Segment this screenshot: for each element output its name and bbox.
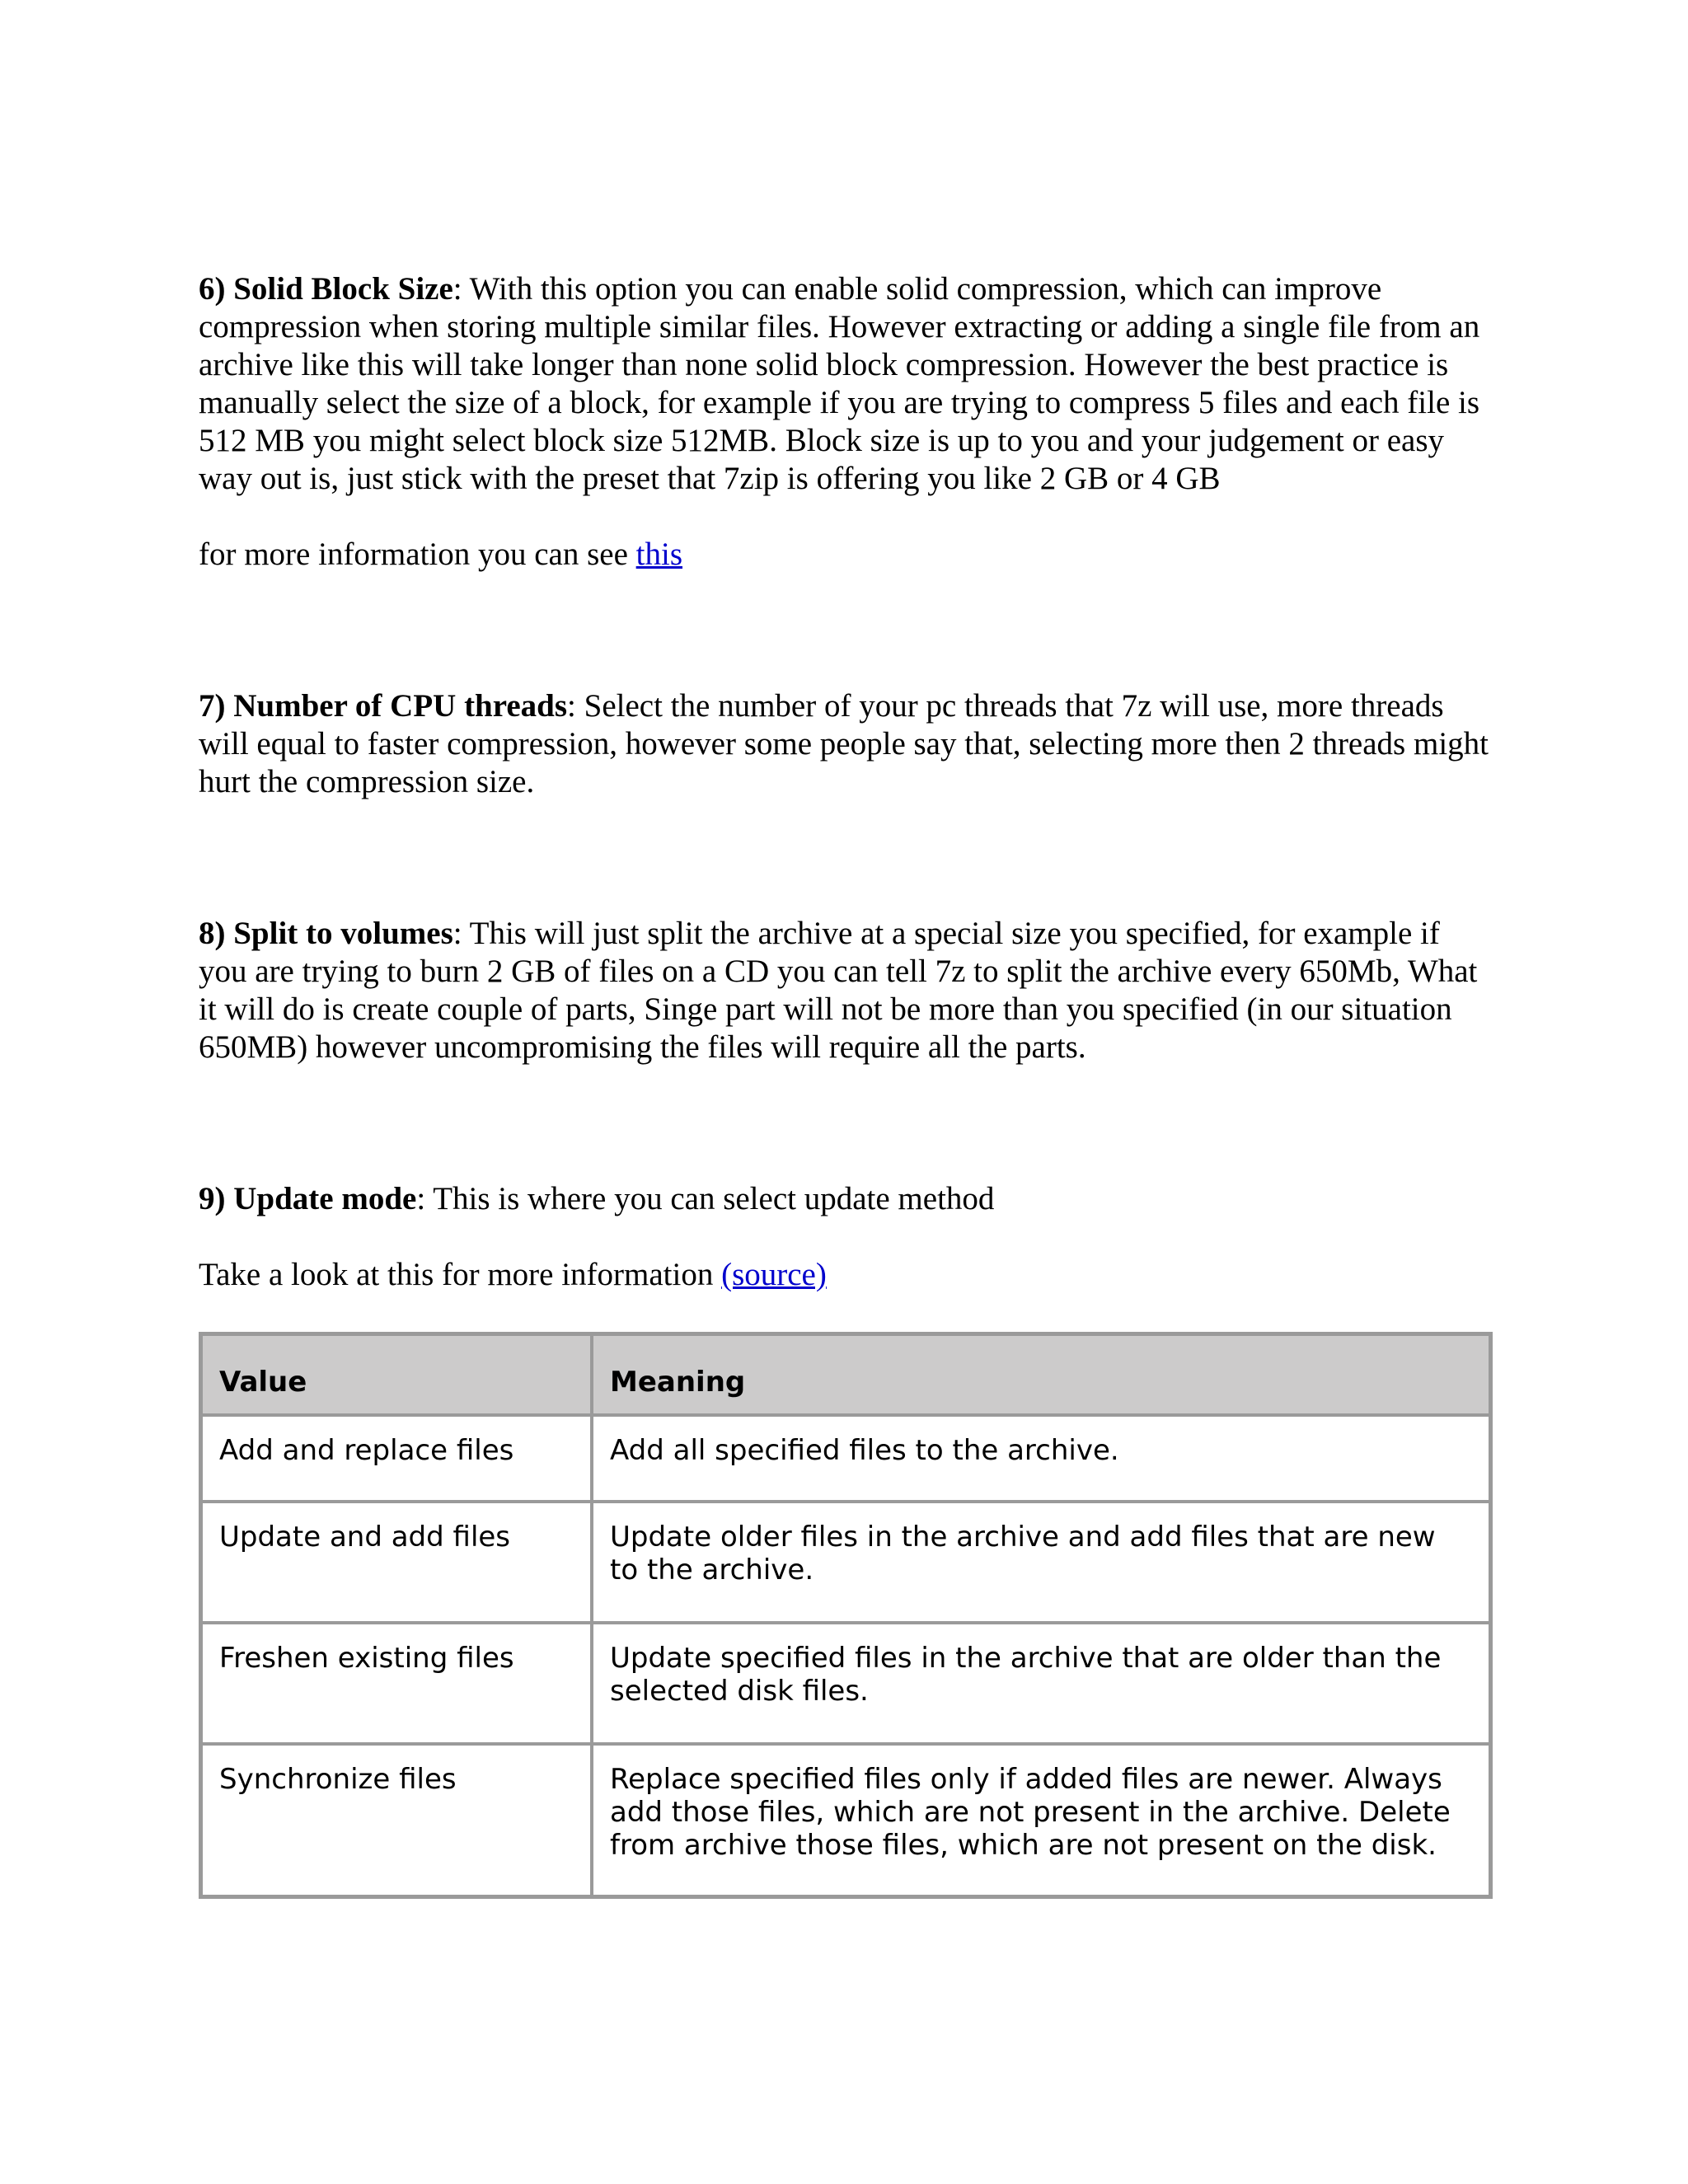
table-cell-meaning: Add all specified files to the archive. bbox=[592, 1415, 1491, 1502]
table-cell-meaning: Update older files in the archive and add files that are new to the archive. bbox=[592, 1502, 1491, 1623]
source-info-text: Take a look at this for more information bbox=[199, 1257, 722, 1292]
section-heading: 9) Update mode bbox=[199, 1181, 417, 1216]
section-heading: 6) Solid Block Size bbox=[199, 271, 453, 307]
table-row bbox=[201, 1415, 1491, 1502]
more-info-text: for more information you can see bbox=[199, 537, 636, 572]
more-info-line bbox=[199, 536, 1493, 574]
table-cell-value: Add and replace files bbox=[201, 1415, 593, 1502]
section-cpu-threads bbox=[199, 687, 1493, 801]
source-link[interactable]: (source) bbox=[721, 1257, 827, 1292]
table-cell-meaning: Replace specified files only if added files are newer. Always add those files, which are not present in the archive. Delete from archive those files, which are not present on the disk. bbox=[592, 1744, 1491, 1897]
section-body: : Select the number of your pc threads that 7z will use, more threads will equal to faster compression, however some people say that, selecting more then 2 threads might hurt the compression size. bbox=[199, 688, 1489, 799]
table-header-row bbox=[201, 1334, 1491, 1416]
table-header-meaning: Meaning bbox=[592, 1334, 1491, 1416]
section-body: : With this option you can enable solid compression, which can improve compression when storing multiple similar files. However extracting or adding a single file from an archive like this will take longer than none solid block compression. However the best practice is manually select the size of a block, for example if you are trying to compress 5 files and each file is 512 MB you might select block size 512MB. Block size is up to you and your judgement or easy way out is, just stick with the preset that 7zip is offering you like 2 GB or 4 GB bbox=[199, 271, 1480, 496]
table-cell-value: Freshen existing files bbox=[201, 1623, 593, 1744]
section-update-mode bbox=[199, 1180, 1493, 1218]
section-solid-block-size bbox=[199, 270, 1493, 498]
table-row bbox=[201, 1623, 1491, 1744]
section-body: : This will just split the archive at a special size you specified, for example if you are trying to burn 2 GB of files on a CD you can tell 7z to split the archive every 650Mb, What it will do is create couple of parts, Singe part will not be more than you specified (in our situation 650MB) however uncompromising the files will require all the parts. bbox=[199, 916, 1478, 1065]
table-cell-value: Update and add files bbox=[201, 1502, 593, 1623]
table-header-value: Value bbox=[201, 1334, 593, 1416]
source-info-line bbox=[199, 1256, 1493, 1294]
table-row bbox=[201, 1502, 1491, 1623]
section-split-volumes bbox=[199, 915, 1493, 1066]
section-heading: 8) Split to volumes bbox=[199, 916, 453, 951]
update-mode-table bbox=[199, 1332, 1493, 1899]
section-body: : This is where you can select update method bbox=[416, 1181, 995, 1216]
section-heading: 7) Number of CPU threads bbox=[199, 688, 568, 724]
table-row bbox=[201, 1744, 1491, 1897]
table-cell-meaning: Update specified files in the archive that are older than the selected disk files. bbox=[592, 1623, 1491, 1744]
table-cell-value: Synchronize files bbox=[201, 1744, 593, 1897]
this-link[interactable]: this bbox=[635, 537, 683, 572]
document-page bbox=[199, 270, 1493, 1899]
